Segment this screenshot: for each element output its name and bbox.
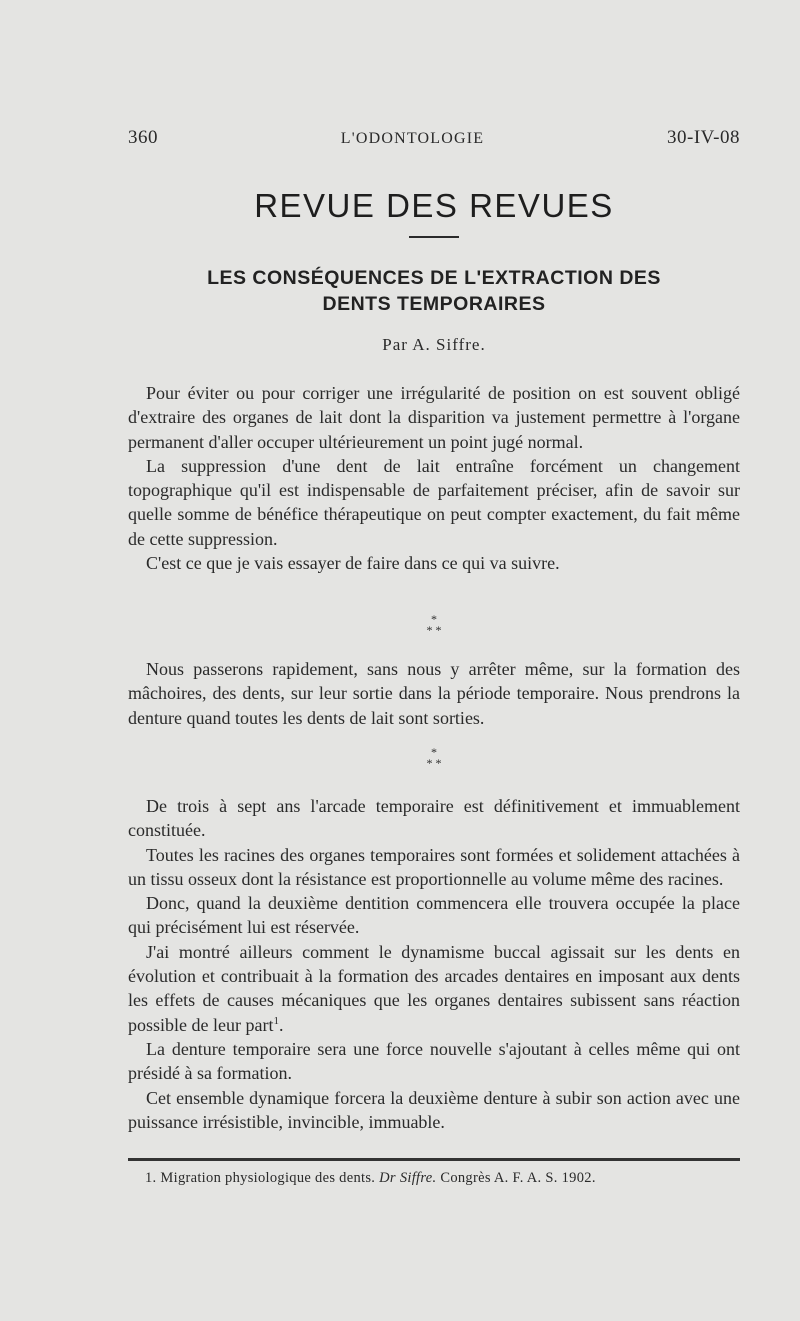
section-title: REVUE DES REVUES (254, 187, 614, 224)
footnote-number: 1. (145, 1170, 157, 1186)
footnote-reference[interactable]: 1 (273, 1014, 279, 1027)
paragraph: Cet ensemble dynamique forcera la deuxième denture à subir son action avec une puissance irrésistible, invincible, immuable. (128, 1087, 740, 1132)
star: * (431, 745, 437, 759)
byline: Par A. Siffre. (382, 335, 486, 354)
asterism-1 (420, 614, 448, 636)
paragraph: La denture temporaire sera une force nouvelle s'ajoutant à celles même qui ont présidé à sa formation. (128, 1038, 740, 1084)
section-2 (128, 657, 740, 730)
footnote-citation: Congrès A. F. A. S. 1902. (440, 1170, 596, 1186)
paragraph: Nous passerons rapidement, sans nous y arrêter même, sur la formation des mâchoires, des dents, sur leur sortie dans la période temporaire. Nous prendrons la denture quand toutes les dents de lait sont sorties. (128, 659, 740, 728)
paragraph: De trois à sept ans l'arcade temporaire est définitivement et immuablement constituée. (128, 796, 740, 841)
section-1 (128, 381, 740, 575)
issue-date: 30-IV-08 (667, 127, 740, 148)
star-pair: * * (426, 623, 442, 637)
paragraph-text: J'ai montré ailleurs comment le dynamisme buccal agissait sur les dents en évolution et contribuait à la formation des arcades dentaires en imposant aux dents les effets de causes mécaniques que les organes dentaires subissent sans réaction possible de leur part (128, 941, 740, 1035)
paragraph: La suppression d'une dent de lait entraîne forcément un changement topographique qu'il est indispensable de parfaitement préciser, afin de savoir sur quelle somme de bénéfice thérapeutique on peut compter exactement, du fait même de cette suppression. (128, 455, 740, 549)
star: * (431, 612, 437, 626)
paragraph: J'ai montré ailleurs comment le dynamisme buccal agissait sur les dents en évolution et contribuait à la formation des arcades dentaires en imposant aux dents les effets de causes mécaniques que les organes dentaires subissent sans réaction possible de leur part$^1$. (128, 941, 740, 1035)
footnote-author-prefix: Dr (379, 1170, 396, 1186)
section-3 (128, 794, 740, 1134)
paragraph: Pour éviter ou pour corriger une irrégularité de position on est souvent obligé d'extraire des organes de lait dont la disparition va justement permettre à l'organe permanent d'aller occuper ultérieurement un point jugé normal. (128, 383, 740, 452)
footnote-divider (128, 1158, 740, 1161)
page-number: 360 (128, 127, 158, 148)
running-header (128, 127, 740, 149)
article-title-line-2: DENTS TEMPORAIRES (322, 293, 546, 315)
paragraph: Donc, quand la deuxième dentition commencera elle trouvera occupée la place qui précisément lui est réservée. (128, 893, 740, 938)
footnote (145, 1170, 745, 1187)
asterism-2 (420, 747, 448, 769)
paragraph: Toutes les racines des organes temporaires sont formées et solidement attachées à un tissu osseux dont la résistance est proportionnelle au volume même des racines. (128, 844, 740, 889)
star-pair: * * (426, 756, 442, 770)
article-title (128, 265, 740, 317)
journal-title: L'ODONTOLOGIE (340, 130, 485, 147)
footnote-text: Migration physiologique des dents. (160, 1170, 376, 1186)
title-divider (409, 236, 459, 238)
article-title-line-1: LES CONSÉQUENCES DE L'EXTRACTION DES (207, 267, 661, 289)
footnote-author: Siffre. (399, 1170, 437, 1186)
paragraph: C'est ce que je vais essayer de faire dans ce qui va suivre. (146, 553, 560, 574)
